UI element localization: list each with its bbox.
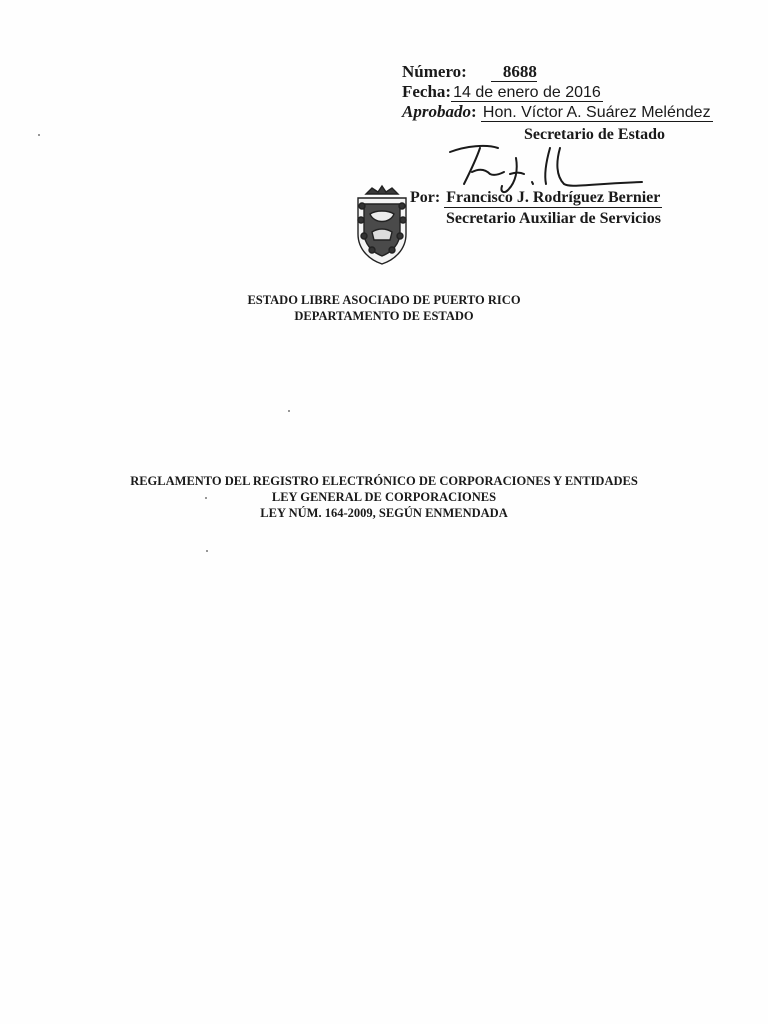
regulation-line-2: LEY GENERAL DE CORPORACIONES: [271, 490, 497, 504]
por-value: Francisco J. Rodríguez Bernier: [446, 189, 661, 206]
scan-speck: [38, 134, 40, 136]
numero-row: [402, 62, 742, 82]
por-row: [410, 189, 662, 208]
numero-value: 8688: [491, 63, 537, 82]
scan-speck: [206, 550, 208, 552]
aprobado-colon: :: [470, 102, 477, 121]
aprobado-row: [402, 102, 742, 122]
regulation-title: [0, 473, 768, 521]
coat-of-arms-seal-icon: [350, 184, 414, 266]
aprobado-label: Aprobado: [402, 102, 471, 121]
fecha-label: Fecha:: [402, 82, 452, 101]
agency-heading: [0, 292, 768, 324]
filing-stamp: [402, 62, 742, 122]
agency-line-2: DEPARTAMENTO DE ESTADO: [294, 309, 474, 323]
scan-speck: [205, 497, 207, 499]
por-label: Por:: [410, 189, 441, 206]
numero-label: Número:: [402, 62, 467, 81]
regulation-line-3: LEY NÚM. 164-2009, SEGÚN ENMENDADA: [260, 506, 508, 520]
fecha-row: [402, 82, 742, 102]
aprobado-value: Hon. Víctor A. Suárez Meléndez: [482, 104, 711, 121]
secretario-estado-title: Secretario de Estado: [524, 126, 666, 143]
scan-speck: [288, 410, 290, 412]
auxiliar-title: Secretario Auxiliar de Servicios: [446, 210, 661, 227]
agency-line-1: ESTADO LIBRE ASOCIADO DE PUERTO RICO: [247, 293, 521, 307]
fecha-value: 14 de enero de 2016: [453, 84, 601, 101]
handwritten-signature-icon: [446, 138, 646, 196]
regulation-line-1: REGLAMENTO DEL REGISTRO ELECTRÓNICO DE CORPORACIONES Y ENTIDADES: [130, 474, 638, 488]
